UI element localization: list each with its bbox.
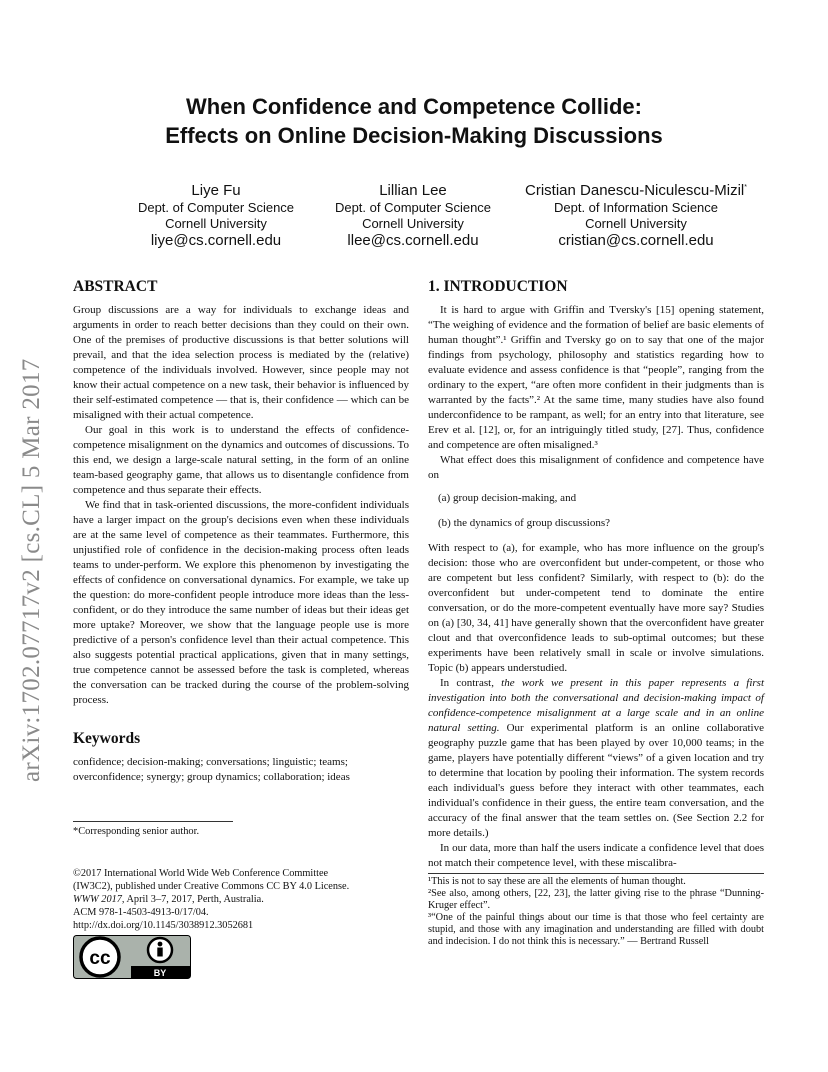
abstract-paragraph: Our goal in this work is to understand the effects of confidence-competence misalignment on the dynamics and outcomes of discussions. To this end, we design a large-scale natural setting, in the form of an online team-based geography game, that allows us to disentangle confidence from competence and thus separate their effects. — [73, 424, 409, 496]
svg-text:cc: cc — [89, 948, 111, 969]
right-column — [428, 278, 764, 948]
footnote-3: ³“One of the painful things about our time is that those who feel certainty are stupid, and those with any imagination and understanding are filled with doubt and indecision. I do not think this is necessary.” — Bertrand Russell — [428, 912, 764, 947]
abstract-paragraph: We find that in task-oriented discussions, the more-confident individuals have a larger impact on the group's decisions even when these individuals are at the same level of competence as their teammates. Furthermore, this unjustified role of confidence in the decision-making process often leads teams to under-perform. We explore this phenomenon by investigating the effects of confidence on conversational dynamics. For example, we take up the question: do more-confident people introduce more ideas than the less-confident, or do they introduce the same number of ideas but their ideas get more uptake? Moreover, we show that the language people use is more predictive of a person's confidence level than their actual competence. This also suggests potential practical applications, given that in many settings, true competence cannot be assessed before the task is completed, whereas the conversation can be tracked during the course of the problem-solving process. — [73, 499, 409, 706]
footnote-rule — [428, 873, 764, 874]
copyright-block: ©2017 International World Wide Web Conference Committee (IW3C2), published under Creative Commons CC BY 4.0 License. WWW 2017, April 3–7, 2017, Perth, Australia. ACM 978-1-4503-4913-0/17/04. http://dx.doi.org/10.1145/3038912.3052681 cc BY — [73, 867, 409, 979]
left-column — [73, 278, 409, 979]
footnote-rule — [73, 821, 233, 822]
footnote-2: ²See also, among others, [22, 23], the latter giving rise to the phrase “Dunning-Kruger effect”. — [428, 888, 764, 911]
intro-paragraph: With respect to (a), for example, who has more influence on the group's decision: those who are overconfident but under-competent, or those who are competent but less confident? Similarly, with respect to (b): do the overconfident but under-competent tend to dominate the entire conversation, or do the more-competent eventually have more say? Studies on (a) [30, 34, 41] have generally shown that the overconfident have greater clout and that overconfidence leads to sub-optimal outcomes; but these experiments have been relatively small in scale or involve simulations. Topic (b) appears understudied. — [428, 542, 764, 674]
introduction-heading: 1. INTRODUCTION — [428, 278, 568, 295]
cc-by-icon — [73, 935, 191, 979]
list-item: (b) the dynamics of group discussions? — [438, 517, 610, 529]
intro-paragraph: What effect does this misalignment of confidence and competence have on — [428, 454, 764, 481]
svg-text:BY: BY — [153, 968, 167, 978]
author-block-2: Lillian Lee Dept. of Computer Science Cornell University llee@cs.cornell.edu — [334, 182, 492, 249]
footnote-1: ¹This is not to say these are all the elements of human thought. — [428, 876, 686, 887]
list-item: (a) group decision-making, and — [438, 492, 577, 504]
doi-link[interactable]: http://dx.doi.org/10.1145/3038912.3052681 — [73, 920, 254, 931]
author-block-1: Liye Fu Dept. of Computer Science Cornell University liye@cs.cornell.edu — [137, 182, 295, 249]
author-block-3: Cristian Danescu-Niculescu-Mizil* Dept. of Information Science Cornell University cristian@cs.cornell.edu — [525, 182, 747, 249]
keywords-text: confidence; decision-making; conversations; linguistic; teams; overconfidence; synergy; group dynamics; collaboration; ideas — [73, 756, 350, 783]
intro-paragraph: In our data, more than half the users indicate a confidence level that does not match their competence level, with these miscalibra- — [428, 842, 764, 869]
cc-by-badge — [73, 935, 409, 979]
paper-title: When Confidence and Competence Collide: Effects on Online Decision-Making Discussions — [165, 94, 663, 148]
corresponding-author-mark: * — [744, 184, 747, 191]
question-list — [438, 491, 764, 531]
keywords-heading: Keywords — [73, 730, 141, 747]
intro-paragraph: It is hard to argue with Griffin and Tversky's [15] opening statement, “The weighing of evidence and the formation of belief are basic elements of human thought”.¹ Griffin and Tversky go on to say that one of the major findings from psychology, philosophy and statistics regarding how to evaluate evidence and assess confidence is that “people”, ranging from the ordinary to the expert, “are often more confident in their judgments than is warranted by the facts”.² At the same time, many studies have also found underconfidence to be rampant, as well; for an entry into that literature, see Erev et al. [12], or, for an intriguingly titled study, [27]. Thus, confidence and competence are often misaligned.³ — [428, 304, 764, 451]
author-footnote: *Corresponding senior author. — [73, 826, 200, 837]
intro-paragraph: In contrast, the work we present in this paper represents a first investigation into both the conversational and decision-making impact of confidence-competence misalignment at a large scale and in an online natural setting. Our experimental platform is an online collaborative geography puzzle game that has been played by over 10,000 teams; in the game, players have potentially different “views” of a given location and try to determine that location by pooling their information. The system records each individual's guess before they interact with other teammates, each individual's confidence in their guess, the entire team conversation, and the accuracy of the final answer that the team settles on. (See Section 2.2 for more details.) — [428, 677, 765, 839]
abstract-heading: ABSTRACT — [73, 278, 158, 295]
abstract-paragraph: Group discussions are a way for individuals to exchange ideas and arguments in order to reach better decisions than they could on their own. One of the premises of productive discussions is that better solutions will prevail, and that the idea selection process is mediated by the (relative) competence of the individuals involved. However, since people may not know their actual competence on a new task, their behavior is influenced by their self-estimated competence — that is, their confidence — which can be misaligned with their actual competence. — [73, 304, 409, 421]
